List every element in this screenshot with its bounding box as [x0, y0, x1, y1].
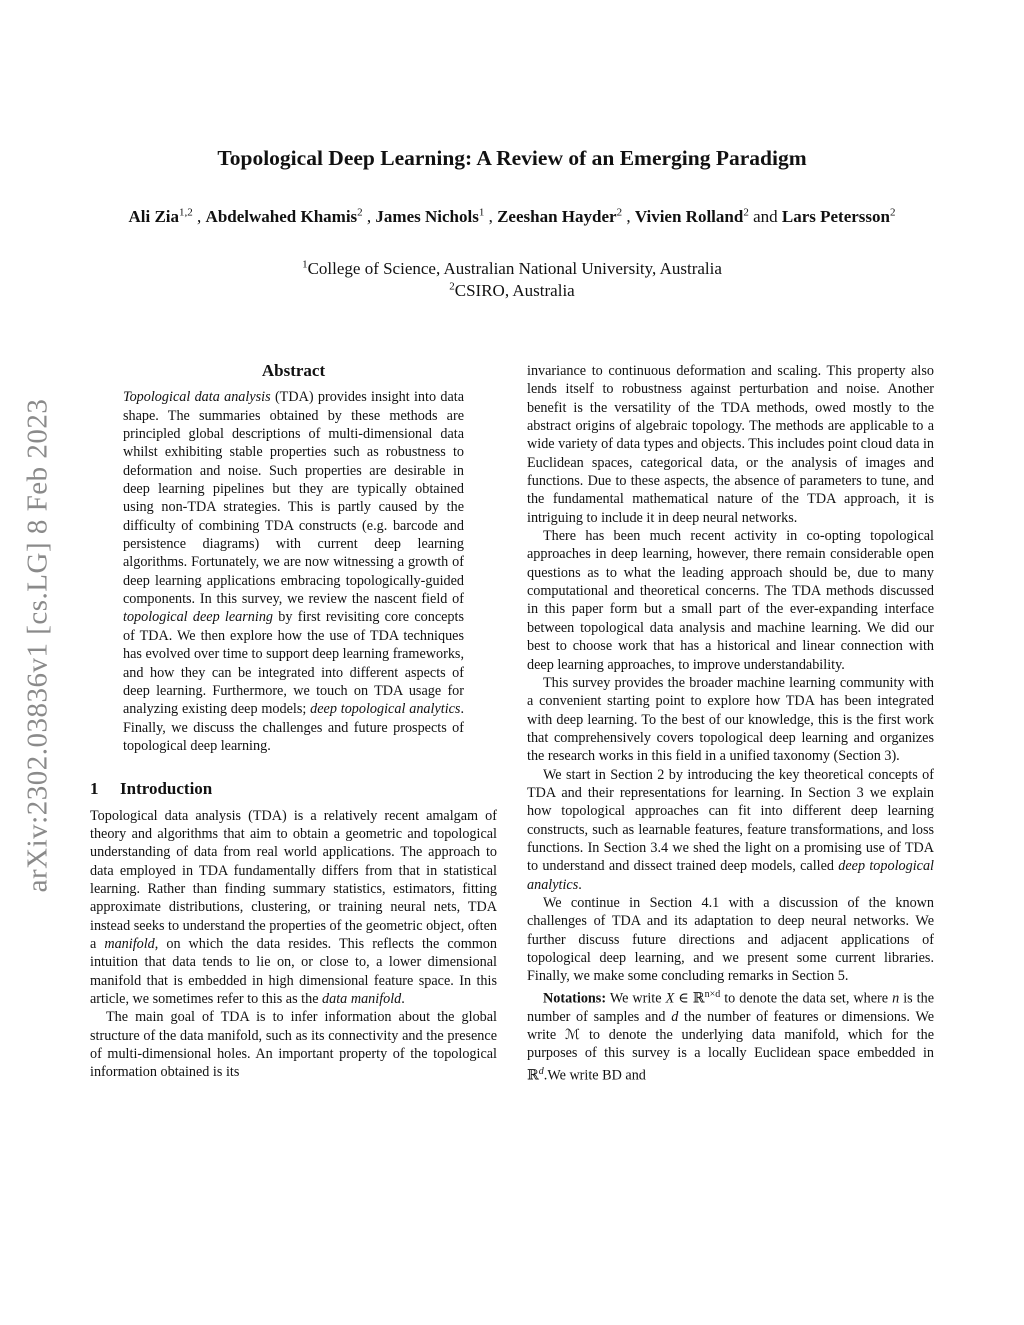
author-name: Abdelwahed Khamis	[205, 207, 358, 226]
arxiv-identifier	[16, 365, 60, 925]
author-list	[90, 206, 934, 228]
abstract-body: Topological data analysis (TDA) provides insight into data shape. The summaries obtained by these methods are principled global descriptions of multi-dimensional data whilst exhibiting stable properties such as robustness to deformation and noise. Such properties are desirable in deep learning pipelines but they are typically obtained using non-TDA strategies. This is partly caused by the difficulty of combining TDA constructs (e.g. barcode and persistence diagrams) with current deep learning algorithms. Fortunately, we are now witnessing a growth of deep learning applications embracing topologically-guided components. In this survey, we review the nascent field of topological deep learning by first revisiting core concepts of TDA. We then explore how the use of TDA techniques has evolved over time to support deep learning frameworks, and how they can be integrated into different aspects of deep learning. Furthermore, we touch on TDA usage for analyzing existing deep models; deep topological analytics. Finally, we discuss the challenges and future prospects of topological deep learning.	[123, 389, 465, 754]
author-affiliation-mark: 1,2	[179, 206, 193, 219]
author-separator: ,	[622, 207, 635, 226]
affiliation-list	[90, 258, 934, 302]
intro-paragraph-1: Topological data analysis (TDA) is a relatively recent amalgam of theory and algorithms that aim to obtain a geometric and topological understanding of data from real world applications. The approach to data employed in TDA fundamentally differs from that in statistical learning. Rather than finding summary statistics, estimators, fitting approximate distributions, clustering, or training neural nets, TDA instead seeks to understand the properties of the geometric object, often a manifold, on which the data resides. This reflects the common intuition that data tends to lie on, or close to, a lower dimensional manifold that is embedded in high dimensional feature space. In this article, we sometimes refer to this as the data manifold.	[90, 807, 497, 1007]
author-affiliation-mark: 2	[616, 206, 623, 219]
right-column	[527, 362, 934, 1085]
right-paragraph-2: This survey provides the broader machine learning community with a convenient starting point to explore how TDA has been integrated with deep learning. To the best of our knowledge, this is the first work that comprehensively covers topological deep learning and organizes the research works in this field in a unified taxonomy (Section 3).	[527, 674, 934, 765]
right-paragraph-3: We start in Section 2 by introducing the key theoretical concepts of TDA and their representations for learning. In Section 3 we explain how topological approaches can fit into different deep learning constructs, such as learnable features, feature transformations, and loss functions. In Section 3.4 we shed the light on a promising use of TDA to understand and dissect trained deep models, called deep topological analytics.	[527, 766, 934, 893]
left-column	[90, 362, 497, 1082]
author-separator: ,	[484, 207, 498, 226]
notations-paragraph: Notations: We write X ∈ ℝ$^{n\times d}$ to denote the data set, where n is the number of samples and d the number of features or dimensions. We write ℳ to denote the underlying data manifold, which for the purposes of this survey is a locally Euclidean space embedded in ℝ$^d$.We write BD and	[527, 988, 935, 1084]
right-paragraph-1: There has been much recent activity in co-opting topological approaches in deep learning, however, there remain considerable open questions as to what the leading approach should be, due to many computational and theoretical concerns. The TDA methods discussed in this paper form but a small part of the ever-expanding interface between topological data analysis and machine learning. We did our best to choose work that has a historical and linear connection with deep learning approaches, to improve understandability.	[527, 528, 934, 673]
paper-title: Topological Deep Learning: A Review of an Emerging Paradigm	[217, 146, 807, 170]
author-name: Zeeshan Hayder	[497, 207, 617, 226]
author-separator: and	[748, 207, 782, 226]
author-separator: ,	[362, 207, 376, 226]
author-name: James Nichols	[375, 207, 479, 226]
author-affiliation-mark: 1	[478, 206, 485, 219]
author-affiliation-mark: 2	[357, 206, 363, 219]
right-paragraph-0: invariance to continuous deformation and scaling. This property also lends itself to robustness against perturbation and noise. Another benefit is the versatility of the TDA methods, owed mostly to the abstract origins of algebraic topology. The methods are applicable to a wide variety of data types and objects. This includes point cloud data in Euclidean spaces, categorical data, or the analysis of images and functions. Due to these aspects, the absence of parameters to tune, and the fundamental mathematical nature of the TDA approach, it is intriguing to include it in deep neural networks.	[527, 363, 934, 526]
author-name: Ali Zia	[128, 207, 180, 226]
author-name: Vivien Rolland	[634, 207, 744, 226]
affiliation-1: $^1$College of Science, Australian National University, Australia	[302, 258, 722, 278]
intro-paragraph-2: The main goal of TDA is to infer information about the global structure of the data manifold, such as its connectivity and the presence of multi-dimensional holes. An important property of the topological information obtained is its	[90, 1009, 497, 1081]
author-separator: ,	[192, 207, 206, 226]
author-affiliation-mark: 2	[889, 206, 896, 219]
author-affiliation-mark: 2	[743, 206, 749, 219]
arxiv-id-text: arXiv:2302.03836v1 [cs.LG] 8 Feb 2023	[21, 398, 54, 892]
affiliation-2: $^2$CSIRO, Australia	[449, 280, 575, 300]
right-paragraph-4: We continue in Section 4.1 with a discussion of the known challenges of TDA and its adaptation to deep neural networks. We further discuss future directions and adjacent applications of topological deep learning, and we present some current libraries. Finally, we make some concluding remarks in Section 5.	[527, 894, 934, 985]
abstract-heading: Abstract	[261, 361, 326, 380]
author-name: Lars Petersson	[781, 207, 890, 226]
section-heading-introduction: 1 Introduction	[90, 779, 213, 799]
